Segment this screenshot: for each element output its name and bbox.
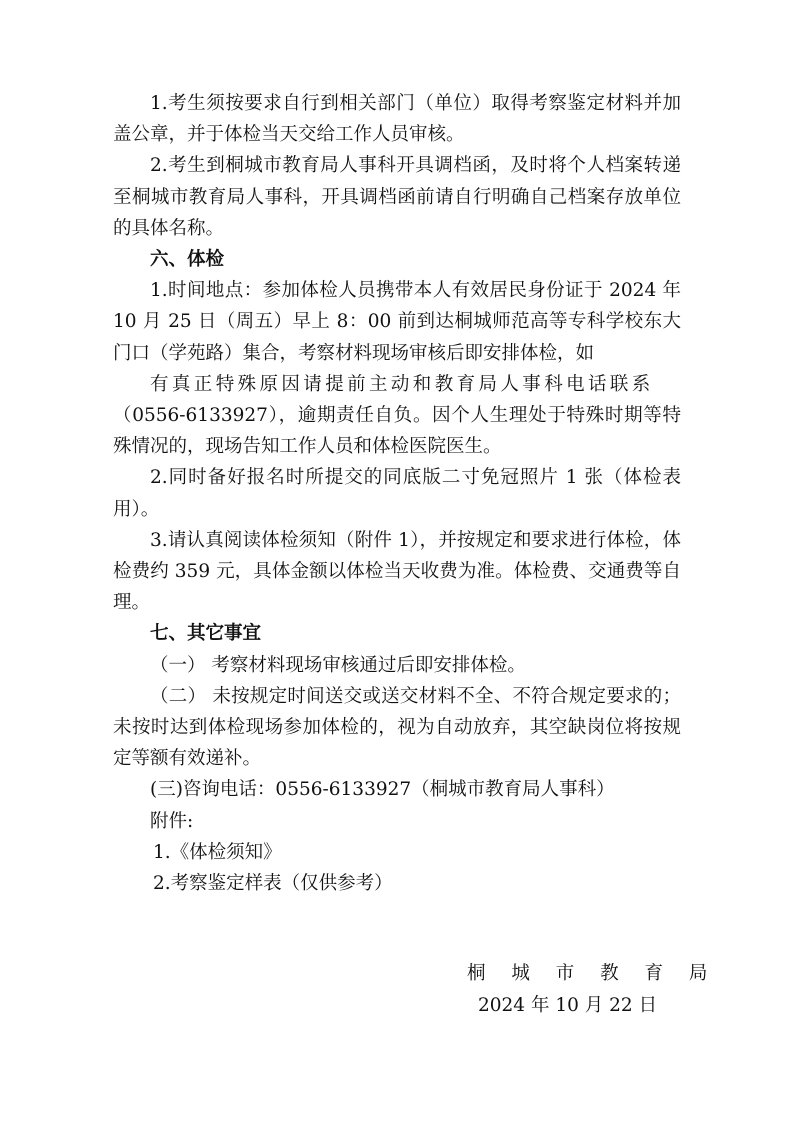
s6-item-3: 3.请认真阅读体检须知（附件 1），并按规定和要求进行体检，体检费约 359 元，具体金额以体检当天收费为准。体检费、交通费等自理。: [113, 529, 681, 614]
s7-item-3: (三)咨询电话：0556-6133927（桐城市教育局人事科）: [150, 779, 615, 801]
attachment-1: 1.《体检须知》: [153, 841, 282, 863]
s6-item-1-part2: 有真正特殊原因请提前主动和教育局人事科电话联系: [150, 373, 654, 395]
s5-item-1: 1.考生须按要求自行到相关部门（单位）取得考察鉴定材料并加盖公章，并于体检当天交给工作人员审核。: [113, 93, 681, 146]
s6-item-2: 2.同时备好报名时所提交的同底版二寸免冠照片 1 张（体检表用）。: [113, 467, 681, 520]
s5-item-2: 2.考生到桐城市教育局人事科开具调档函，及时将个人档案转递至桐城市教育局人事科，开具调档函前请自行明确自己档案存放单位的具体名称。: [113, 155, 681, 239]
s7-item-2: （二） 未按规定时间送交或送交材料不全、不符合规定要求的；未按时达到体检现场参加体检的，视为自动放弃，其空缺岗位将按规定等额有效递补。: [113, 685, 681, 770]
signature-date: 2024 年 10 月 22 日: [478, 995, 658, 1016]
s6-item-1: [113, 275, 681, 462]
s7-heading: 七、其它事宜: [150, 623, 262, 645]
s6-heading: 六、体检: [150, 249, 225, 271]
attachments-label: 附件:: [150, 810, 194, 832]
signature-org: 桐 城 市 教 育 局: [467, 963, 718, 984]
s7-item-1: （一） 考察材料现场审核通过后即安排体检。: [150, 654, 526, 676]
s6-item-1-part1: 1.时间地点：参加体检人员携带本人有效居民身份证于 2024 年 10 月 25 日（周五）早上 8：00 前到达桐城师范高等专科学校东大门口（学苑路）集合，考察材料现场审核后即安排体检，如: [113, 280, 681, 364]
attachment-2: 2.考察鉴定样表（仅供参考）: [153, 873, 393, 895]
document-body: [113, 88, 681, 899]
s6-item-1-part3: （0556-6133927），逾期责任自负。因个人生理处于特殊时期等特殊情况的，现场告知工作人员和体检医院医生。: [113, 405, 681, 458]
